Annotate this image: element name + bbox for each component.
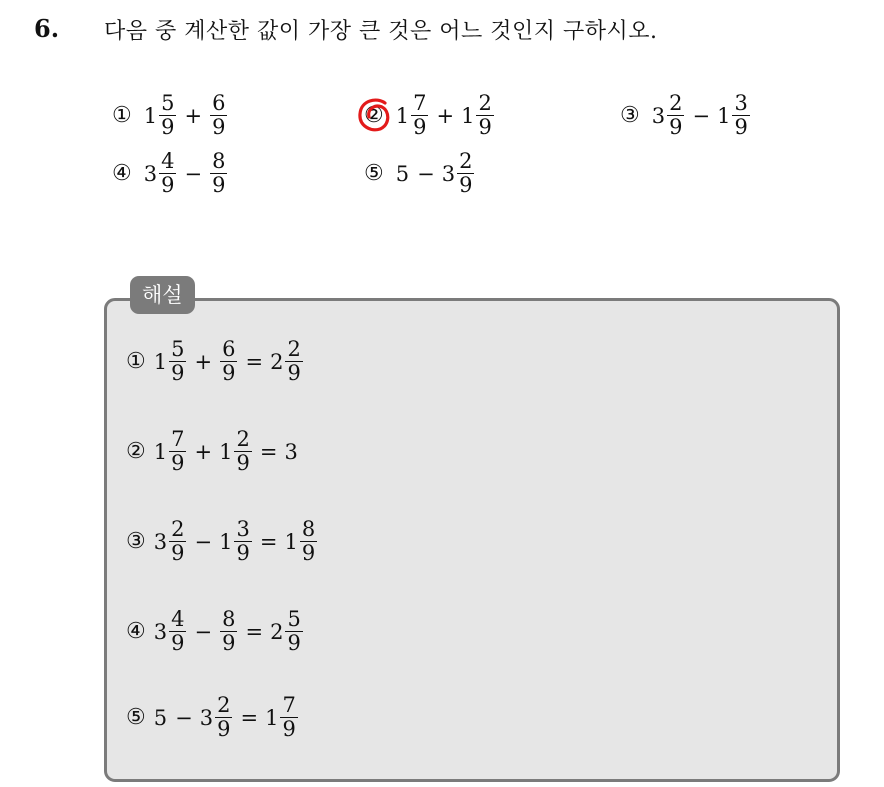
- fraction: $\frac{2}{9}$: [236, 427, 250, 475]
- solution-line-1: ① 1 $\frac{5}{9}$ + $\frac{6}{9}$ = 2 $\frac{2}{9}$: [126, 337, 301, 385]
- fraction: $\frac{3}{9}$: [236, 517, 250, 565]
- solution-tab: 해설: [130, 276, 195, 314]
- choice-3[interactable]: ③ 3 $\frac{2}{9}$ − 1 $\frac{3}{9}$: [620, 91, 748, 139]
- fraction: $\frac{4}{9}$: [171, 607, 185, 655]
- fraction: $\frac{2}{9}$: [459, 149, 473, 197]
- choice-2[interactable]: ② 1 $\frac{7}{9}$ + 1 $\frac{2}{9}$: [364, 92, 495, 139]
- fraction: $\frac{3}{9}$: [734, 91, 748, 139]
- solution-line-3: ③ 3 $\frac{2}{9}$ − 1 $\frac{3}{9}$ = 1 $\frac{8}{9}$: [126, 517, 316, 565]
- question-text: 다음 중 계산한 값이 가장 큰 것은 어느 것인지 구하시오.: [104, 19, 658, 44]
- fraction: $\frac{2}{9}$: [171, 517, 185, 565]
- choice-1-mark: ①: [112, 103, 132, 128]
- solution-line-4: ④ 3 $\frac{4}{9}$ − $\frac{8}{9}$ = 2 $\frac{5}{9}$: [126, 607, 301, 655]
- choice-3-mark: ③: [620, 103, 640, 128]
- choice-4[interactable]: ④ 3 $\frac{4}{9}$ − $\frac{8}{9}$: [112, 149, 226, 197]
- fraction: $\frac{6}{9}$: [212, 91, 226, 139]
- solution-line-5: ⑤ 5 − 3 $\frac{2}{9}$ = 1 $\frac{7}{9}$: [126, 693, 296, 741]
- fraction: $\frac{2}{9}$: [669, 91, 683, 139]
- fraction: $\frac{8}{9}$: [212, 149, 226, 197]
- fraction: $\frac{7}{9}$: [282, 693, 296, 741]
- choice-5[interactable]: ⑤ 5 − 3 $\frac{2}{9}$: [364, 149, 473, 197]
- choice-4-mark: ④: [112, 161, 132, 186]
- fraction: $\frac{4}{9}$: [161, 149, 175, 197]
- fraction: $\frac{5}{9}$: [161, 91, 175, 139]
- question-number: 6.: [34, 14, 60, 43]
- fraction: $\frac{5}{9}$: [171, 337, 185, 385]
- fraction: $\frac{5}{9}$: [287, 607, 301, 655]
- fraction: $\frac{8}{9}$: [301, 517, 316, 565]
- fraction: $\frac{2}{9}$: [287, 337, 301, 385]
- fraction: $\frac{2}{9}$: [217, 693, 231, 741]
- fraction: $\frac{7}{9}$: [413, 91, 427, 139]
- solution-line-2: ② 1 $\frac{7}{9}$ + 1 $\frac{2}{9}$ = 3: [126, 427, 298, 475]
- fraction: $\frac{6}{9}$: [222, 337, 236, 385]
- choice-5-mark: ⑤: [364, 161, 384, 186]
- choice-1[interactable]: ① 1 $\frac{5}{9}$ + $\frac{6}{9}$: [112, 91, 226, 139]
- fraction: $\frac{7}{9}$: [171, 427, 185, 475]
- choice-2-mark: ②: [364, 103, 384, 128]
- fraction: $\frac{2}{9}$: [478, 91, 492, 139]
- fraction: $\frac{8}{9}$: [222, 607, 236, 655]
